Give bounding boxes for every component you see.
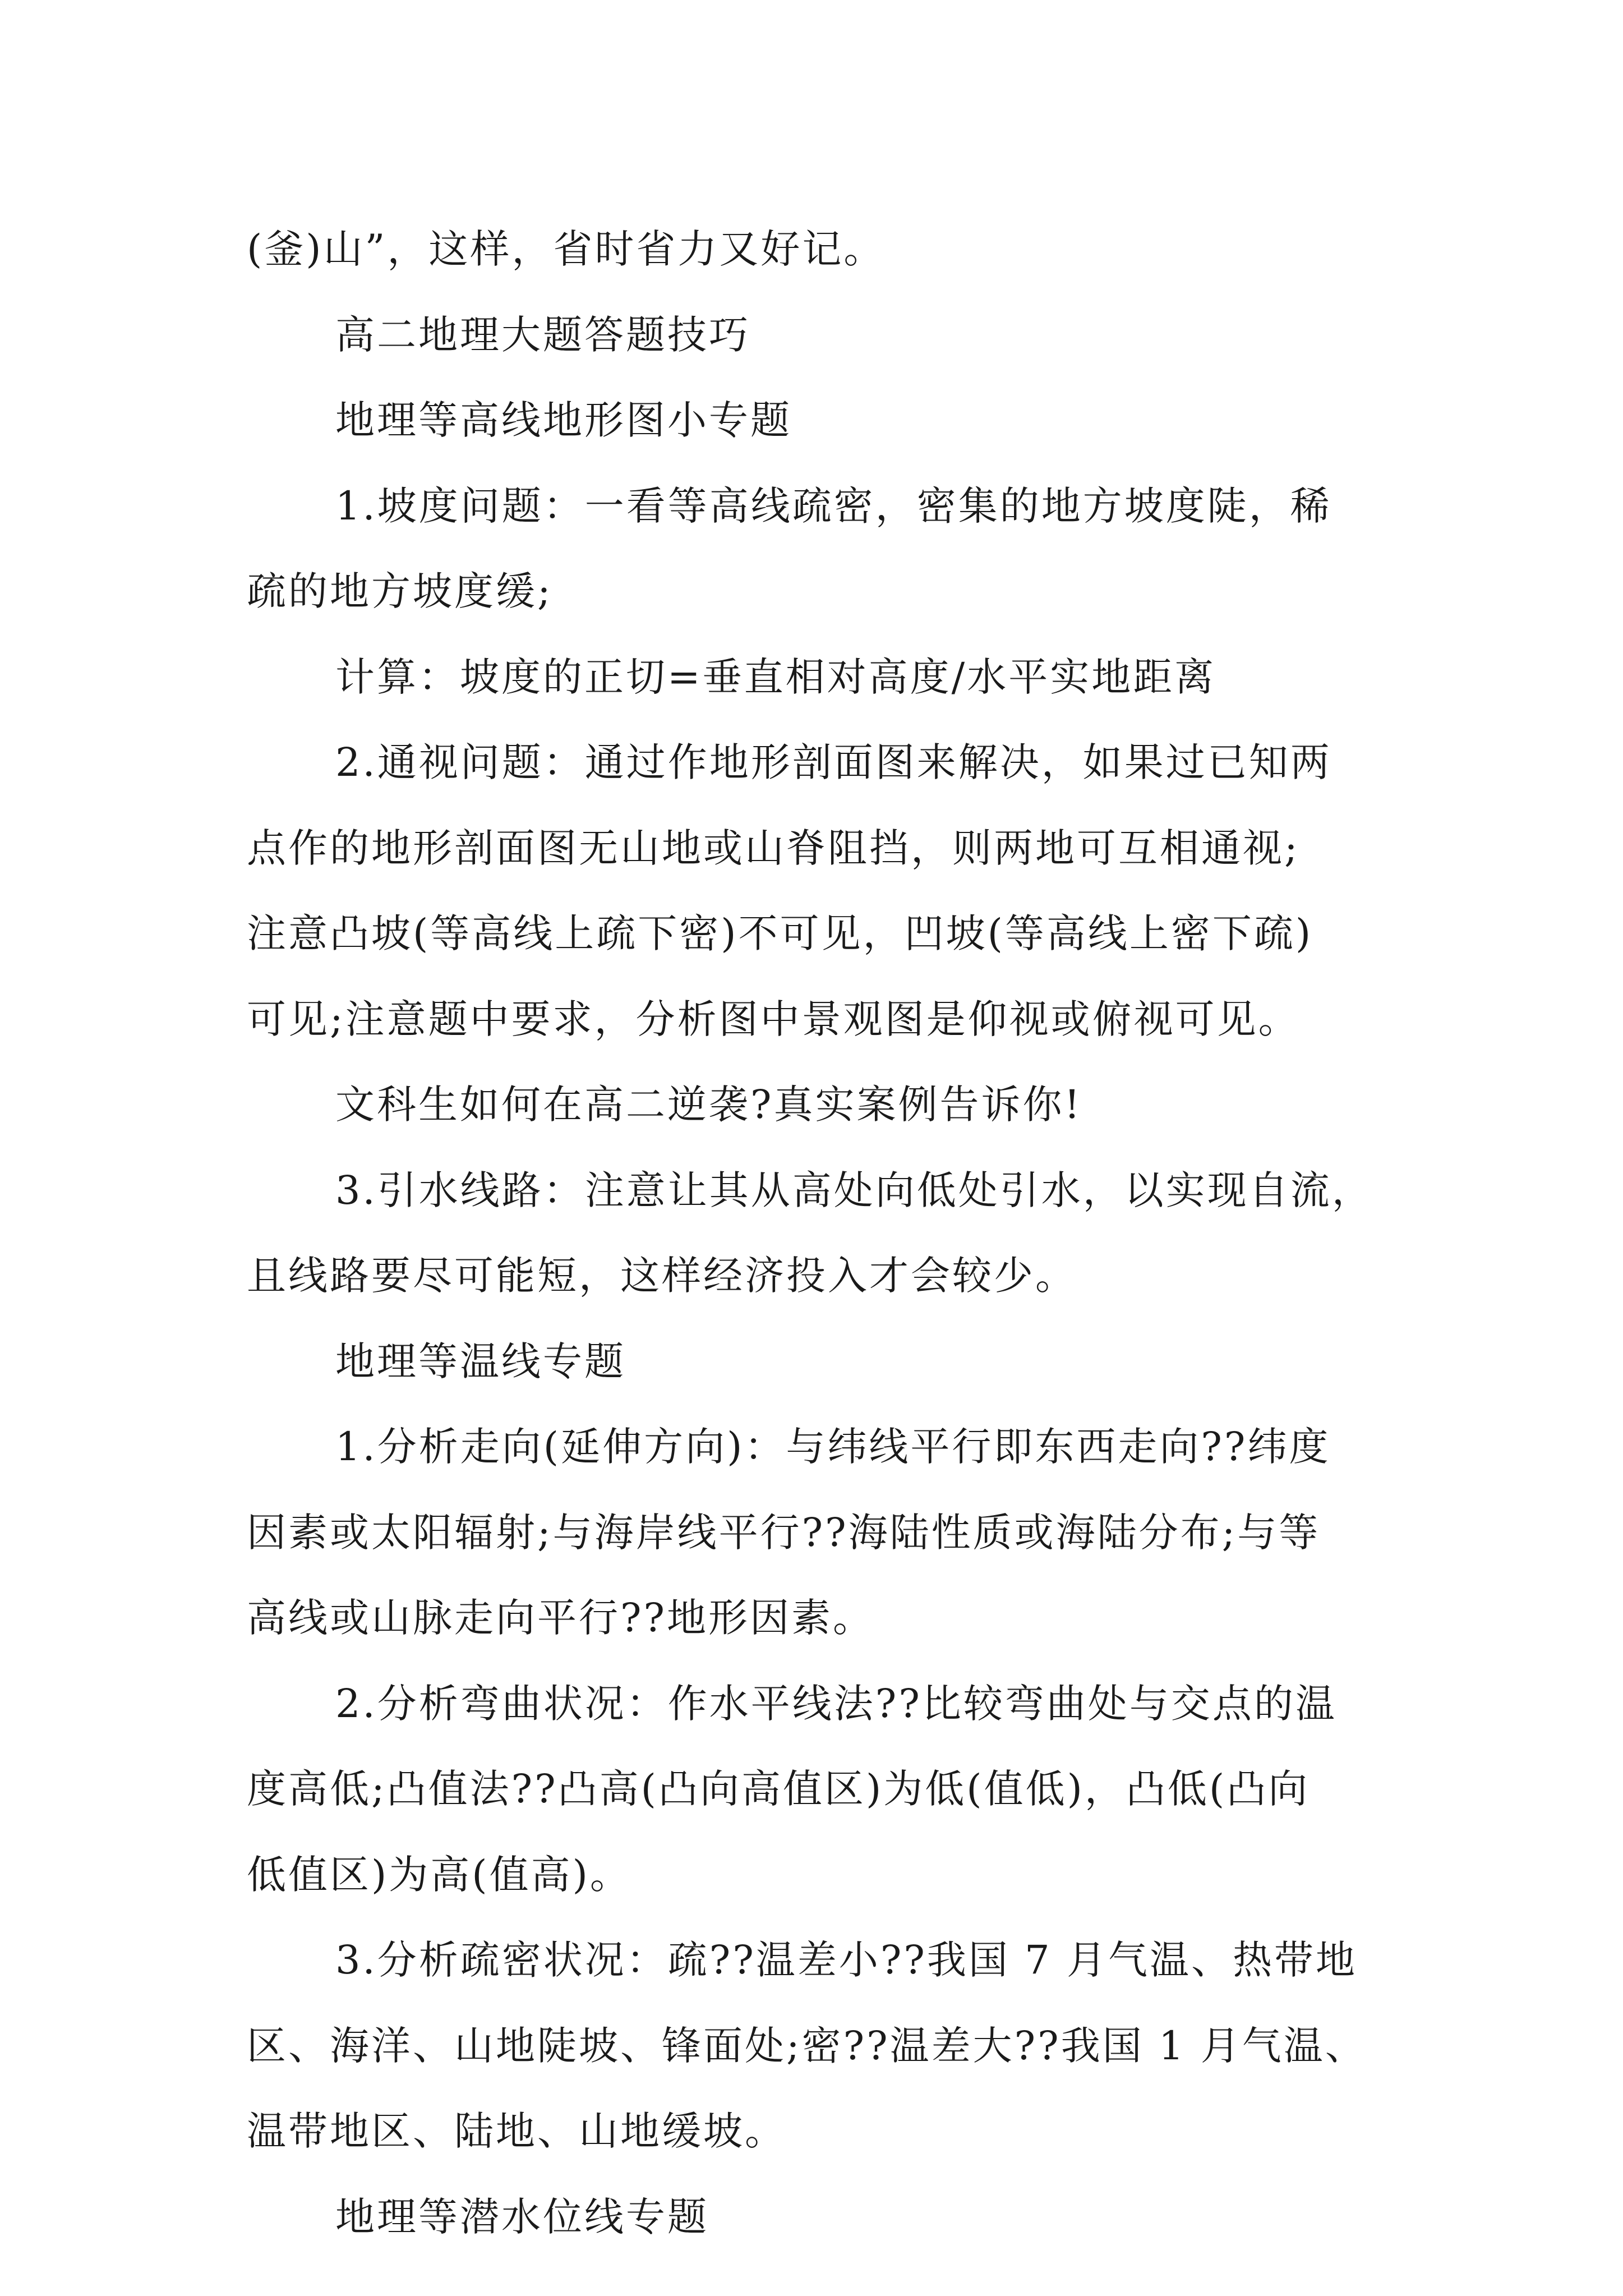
- text-line: 可见;注意题中要求，分析图中景观图是仰视或俯视可见。: [247, 996, 1300, 1042]
- text-line: 2.分析弯曲状况：作水平线法??比较弯曲处与交点的温: [335, 1680, 1337, 1727]
- text-line: 1.坡度问题：一看等高线疏密，密集的地方坡度陡，稀: [335, 482, 1332, 529]
- text-line: 疏的地方坡度缓;: [247, 568, 553, 614]
- text-line: 注意凸坡(等高线上疏下密)不可见，凹坡(等高线上密下疏): [247, 910, 1313, 956]
- text-line: 2.通视问题：通过作地形剖面图来解决，如果过已知两: [335, 739, 1332, 785]
- text-line: 度高低;凸值法??凸高(凸向高值区)为低(值低)，凸低(凸向: [247, 1766, 1310, 1812]
- section-heading: 地理等潜水位线专题: [335, 2193, 709, 2240]
- text-line: 区、海洋、山地陡坡、锋面处;密??温差大??我国 1 月气温、: [247, 2022, 1367, 2069]
- text-line: 高线或山脉走向平行??地形因素。: [247, 1595, 875, 1641]
- document-body: [247, 206, 1402, 2260]
- text-line: (釜)山”，这样，省时省力又好记。: [247, 226, 886, 272]
- text-line: 因素或太阳辐射;与海岸线平行??海陆性质或海陆分布;与等: [247, 1509, 1321, 1556]
- text-line: 计算：坡度的正切=垂直相对高度/水平实地距离: [335, 654, 1216, 700]
- section-heading: 高二地理大题答题技巧: [335, 311, 750, 358]
- text-line: 点作的地形剖面图无山地或山脊阻挡，则两地可互相通视;: [247, 825, 1300, 871]
- text-line: 1.分析走向(延伸方向)：与纬线平行即东西走向??纬度: [335, 1424, 1331, 1470]
- section-heading: 地理等温线专题: [335, 1338, 626, 1384]
- text-line: 温带地区、陆地、山地缓坡。: [247, 2108, 786, 2154]
- text-line: 3.分析疏密状况：疏??温差小??我国 7 月气温、热带地: [335, 1937, 1357, 1983]
- text-line: 低值区)为高(值高)。: [247, 1851, 631, 1898]
- text-line: 文科生如何在高二逆袭?真实案例告诉你!: [335, 1082, 1082, 1128]
- text-line: 且线路要尽可能短，这样经济投入才会较少。: [247, 1253, 1077, 1299]
- section-heading: 地理等高线地形图小专题: [335, 397, 792, 443]
- text-line: 3.引水线路：注意让其从高处向低处引水，以实现自流，: [335, 1167, 1373, 1213]
